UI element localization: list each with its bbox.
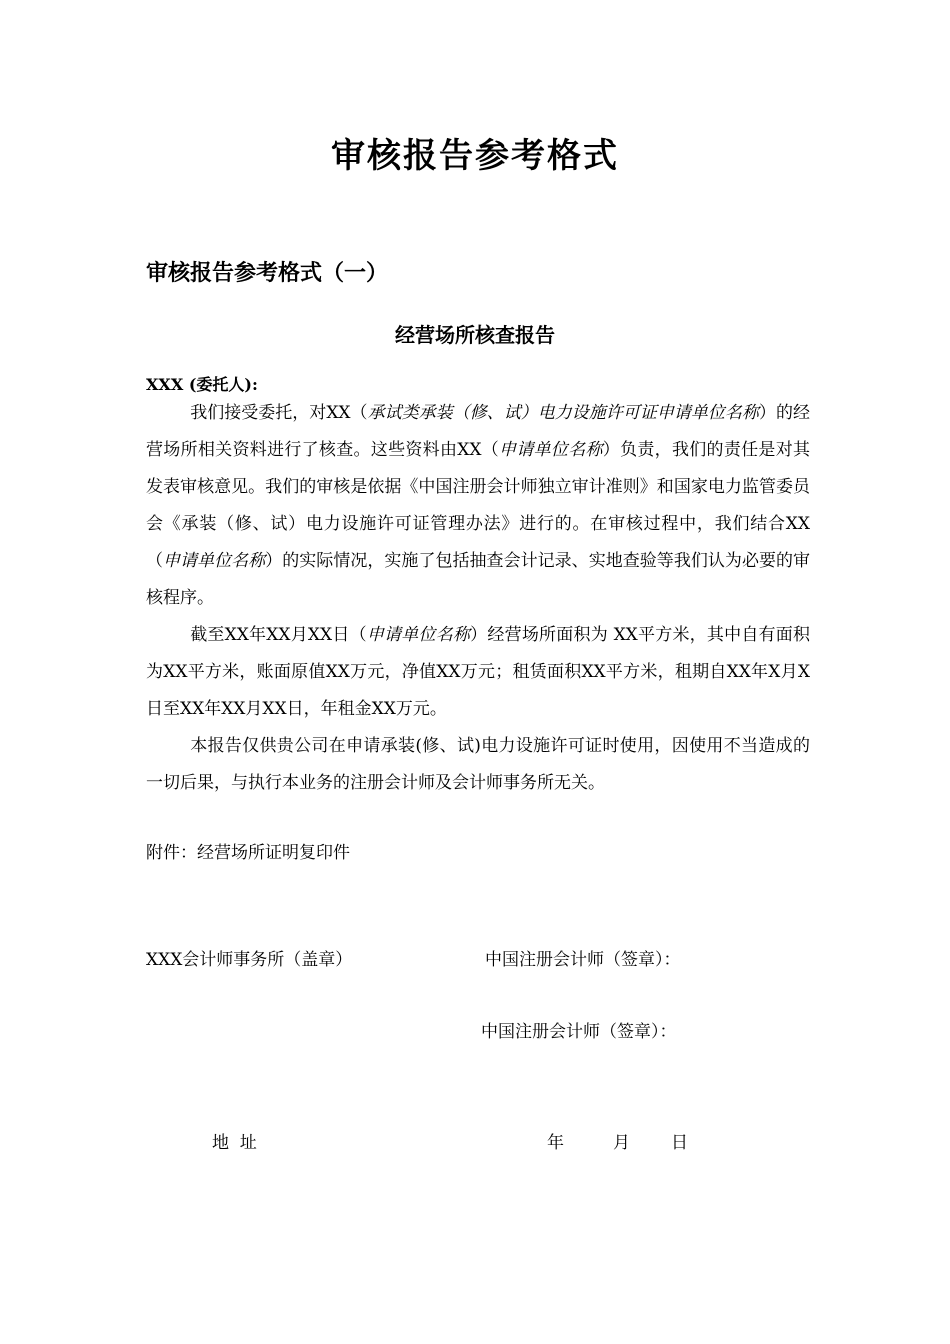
address-label: 地 址 (212, 1133, 257, 1153)
text: 截至XX年XX月XX日（ (190, 625, 367, 645)
paragraph-usage: 本报告仅供贵公司在申请承装(修、试)电力设施许可证时使用，因使用不当造成的一切后果，与执行本业务的注册会计师及会计师事务所无关。 (146, 736, 810, 793)
section-title: 审核报告参考格式（一） (146, 260, 389, 286)
date-day-label: 日 (671, 1133, 688, 1153)
italic-placeholder: 承试类承装（修、试）电力设施许可证申请单位名称 (367, 403, 759, 423)
main-title: 审核报告参考格式 (331, 136, 619, 176)
text: ）经营场所面积为 XX平方米，其中自有面积为XX平方米，账面原值XX万元，净值XX万元；租赁面积XX平方米，租期自XX年X月X日至XX年XX月XX日，年租金XX万元。 (146, 625, 810, 719)
cpa-signature-label-1: 中国注册会计师（签章）： (485, 950, 681, 970)
text: ）的经营场所相关资料进行了核查。这些资料由XX（ (146, 403, 810, 460)
paragraph-area (146, 617, 810, 728)
italic-placeholder: 申请单位名称 (366, 625, 471, 645)
italic-placeholder: 申请单位名称 (499, 440, 603, 460)
date-month-label: 月 (613, 1133, 630, 1153)
text: ）的实际情况，实施了包括抽查会计记录、实地查验等我们认为必要的审核程序。 (146, 551, 811, 608)
italic-placeholder: 申请单位名称 (163, 551, 266, 571)
paragraph-engagement (146, 395, 810, 617)
firm-seal-label: XXX会计师事务所（盖章） (146, 950, 353, 970)
text: 我们接受委托，对XX（ (190, 403, 368, 423)
date-year-label: 年 (547, 1133, 564, 1153)
report-title: 经营场所核查报告 (395, 323, 555, 347)
report-body (146, 395, 810, 802)
addressee: XXX (委托人): (146, 375, 258, 394)
attachment-note: 附件：经营场所证明复印件 (146, 843, 350, 863)
text: ）负责，我们的责任是对其发表审核意见。我们的审核是依据《中国注册会计师独立审计准则》和国家电力监管委员会《承装（修、试）电力设施许可证管理办法》进行的。在审核过程中，我们结合XX（ (146, 440, 811, 571)
cpa-signature-label-2: 中国注册会计师（签章）： (481, 1022, 677, 1042)
